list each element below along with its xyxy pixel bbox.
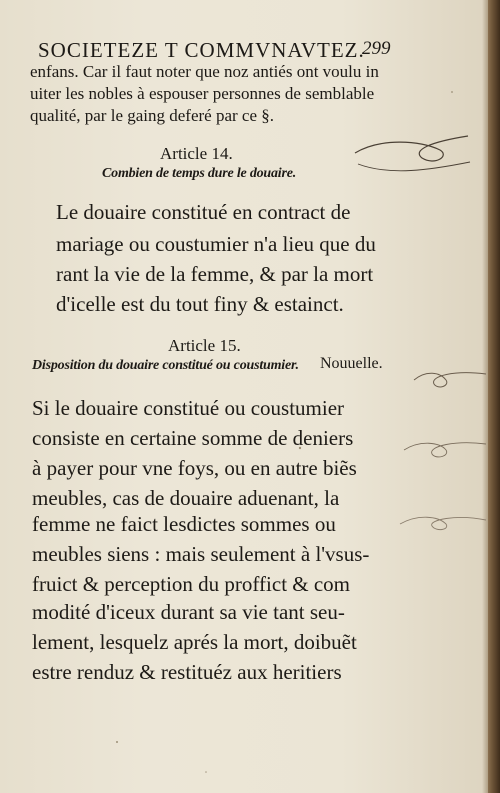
article-15-line: meubles siens : mais seulement à l'vsus- [32,542,370,566]
article-14-line: mariage ou coustumier n'a lieu que du [56,232,376,256]
article-15-line: estre renduz & restituéz aux heritiers [32,660,342,684]
article-15-rubric: Disposition du douaire constitué ou coustumier. [32,358,299,373]
article-15-line: Si le douaire constitué ou coustumier [32,396,345,420]
running-title: SOCIETEZE T COMMVNAVTEZ. [38,38,365,62]
article-14-line: rant la vie de la femme, & par la mort [56,262,374,286]
margin-flourish-2 [410,360,488,400]
article-15-line: femme ne faict lesdictes sommes ou [32,512,336,536]
article-15-title: Article 15. [168,336,241,355]
article-15-line: lement, lesquelz aprés la mort, doibuẽt [32,630,357,654]
margin-flourish-1 [350,128,480,188]
margin-note-nouuelle: Nouuelle. [320,355,383,372]
intro-line: enfans. Car il faut noter que noz antiés ont voulu in [30,62,379,81]
article-14-title: Article 14. [160,144,233,163]
article-14-rubric: Combien de temps dure le douaire. [102,166,297,181]
article-14-line: d'icelle est du tout finy & estainct. [56,292,344,316]
intro-line: qualité, par le gaing deferé par ce §. [30,106,275,125]
article-15-line: consiste en certaine somme de deniers [32,426,354,450]
article-15-line: fruict & perception du proffict & com [32,572,351,596]
margin-flourish-4 [396,508,488,540]
article-15-line: meubles, cas de douaire aduenant, la [32,486,340,510]
margin-flourish-3 [400,432,488,468]
page-number: 299 [362,38,391,59]
article-15-line: à payer pour vne foys, ou en autre biẽs [32,456,357,480]
intro-line: uiter les nobles à espouser personnes de semblable [30,84,375,103]
article-15-line: modité d'iceux durant sa vie tant seu- [32,600,345,624]
book-spine [488,0,500,793]
article-14-line: Le douaire constitué en contract de [56,200,351,224]
